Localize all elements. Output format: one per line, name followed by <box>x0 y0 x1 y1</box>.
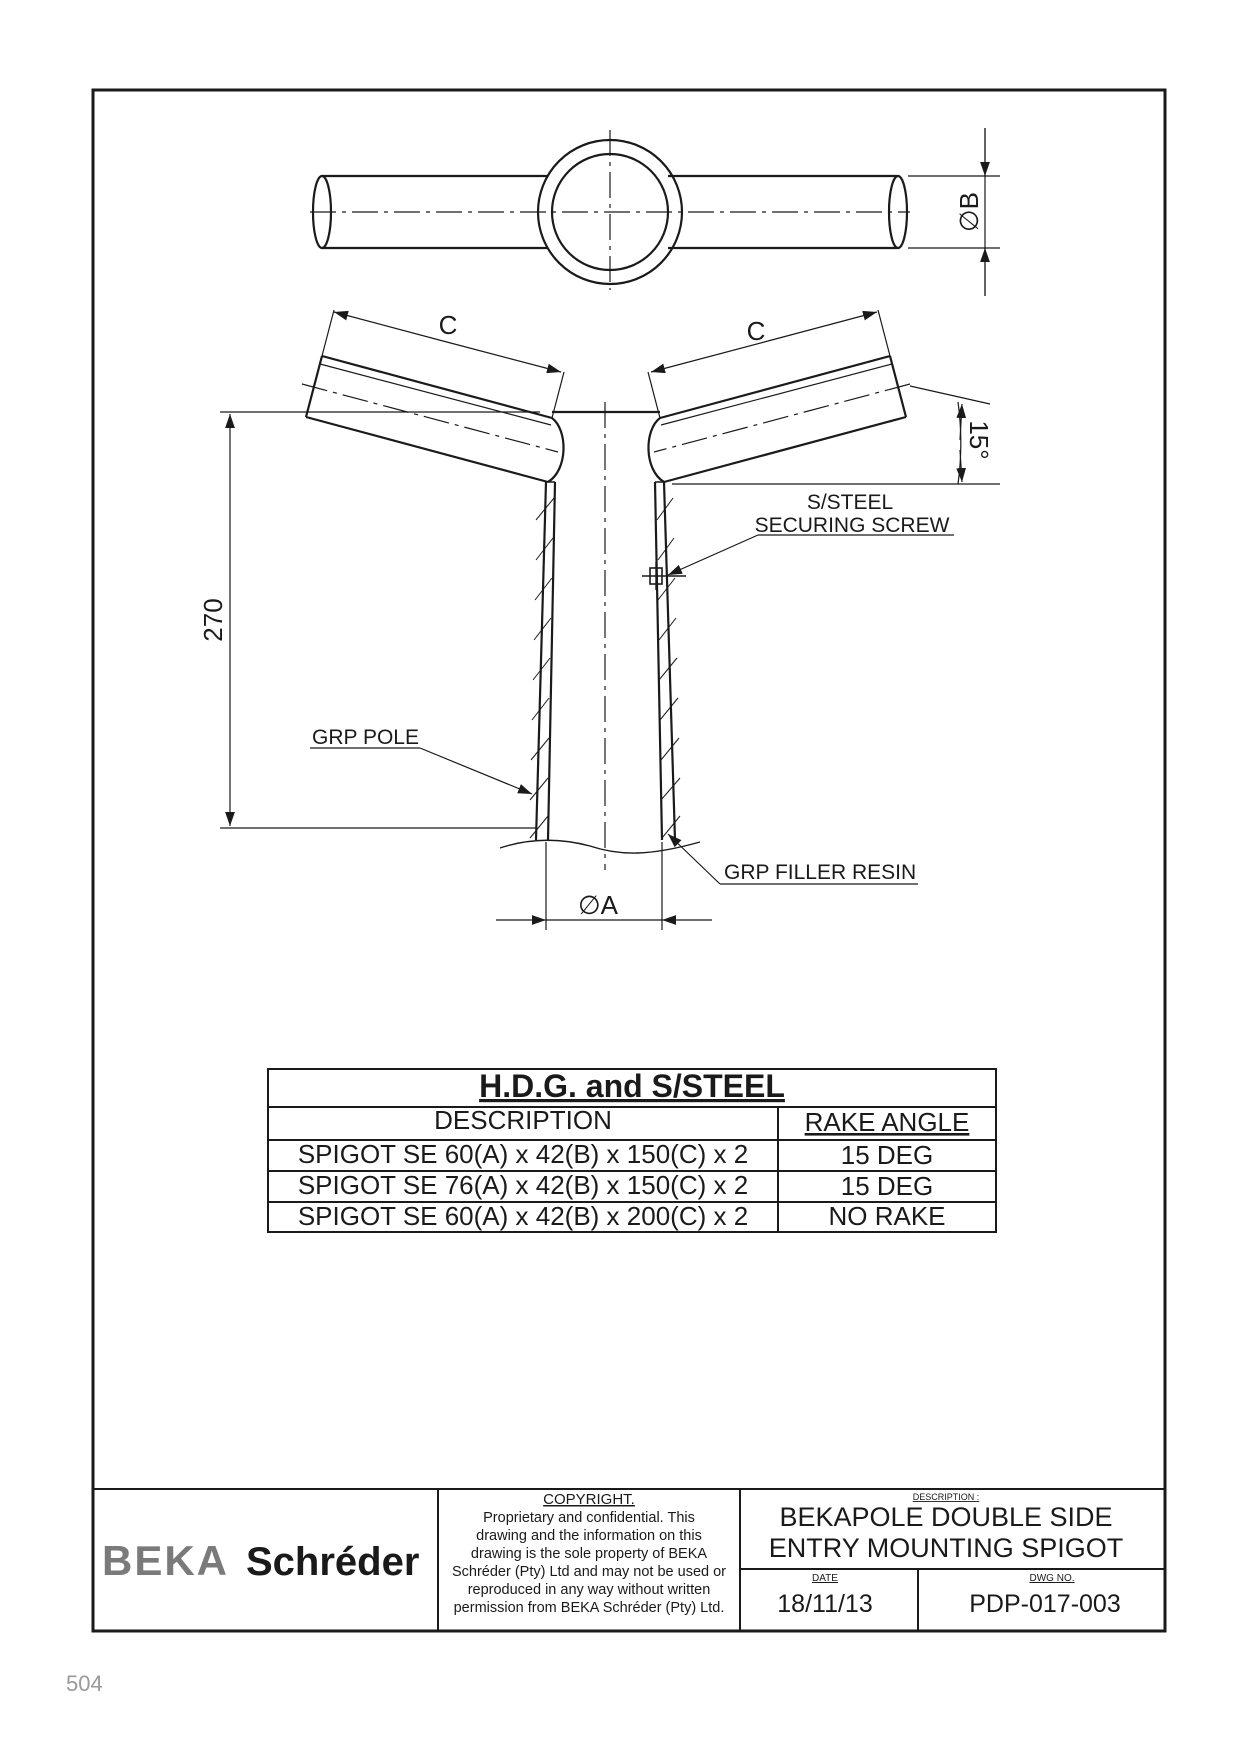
logo-schreder: Schréder <box>246 1540 420 1584</box>
copyright-line-6: permission from BEKA Schréder (Pty) Ltd. <box>453 1600 725 1616</box>
table-row-3-description: SPIGOT SE 60(A) x 42(B) x 200(C) x 2 <box>297 1201 749 1231</box>
title-block <box>93 1489 1165 1631</box>
description-line-2: ENTRY MOUNTING SPIGOT <box>768 1533 1124 1563</box>
table-row-2-rake: 15 DEG <box>840 1171 934 1201</box>
dwg-label: DWG NO. <box>1029 1573 1075 1584</box>
drawing-frame <box>93 90 1165 1631</box>
label-dia-a: ∅A <box>578 890 618 920</box>
logo-beka: BEKA <box>102 1537 230 1584</box>
table-row-1-description: SPIGOT SE 60(A) x 42(B) x 150(C) x 2 <box>297 1139 749 1169</box>
table-title: H.D.G. and S/STEEL <box>479 1068 785 1104</box>
label-grp-filler: GRP FILLER RESIN <box>724 861 917 884</box>
copyright-line-5: reproduced in any way without written <box>467 1582 711 1598</box>
copyright-title: COPYRIGHT. <box>543 1491 635 1508</box>
label-c-right: C <box>746 316 766 346</box>
table-header-description: DESCRIPTION <box>434 1105 612 1135</box>
label-angle: 15° <box>964 420 994 460</box>
label-screw-line2: SECURING SCREW <box>754 514 950 537</box>
copyright-line-3: drawing is the sole property of BEKA <box>470 1546 708 1562</box>
table-row-2-description: SPIGOT SE 76(A) x 42(B) x 150(C) x 2 <box>297 1170 749 1200</box>
description-line-1: BEKAPOLE DOUBLE SIDE <box>779 1502 1113 1532</box>
table-header-rake: RAKE ANGLE <box>804 1107 970 1137</box>
description-label: DESCRIPTION : <box>912 1492 980 1502</box>
dwg-number: PDP-017-003 <box>969 1590 1121 1618</box>
copyright-line-4: Schréder (Pty) Ltd and may not be used or <box>451 1564 727 1580</box>
label-grp-pole: GRP POLE <box>312 726 419 749</box>
label-dia-b: ∅B <box>954 192 984 232</box>
date-value: 18/11/13 <box>777 1590 873 1618</box>
page-number: 504 <box>66 1671 103 1696</box>
label-screw-line1: S/STEEL <box>806 491 894 514</box>
table-row-1-rake: 15 DEG <box>840 1140 934 1170</box>
spigot-table <box>268 1068 996 1232</box>
table-row-3-rake: NO RAKE <box>828 1201 946 1231</box>
copyright-line-2: drawing and the information on this <box>476 1528 702 1544</box>
label-c-left: C <box>438 310 458 340</box>
date-label: DATE <box>812 1573 838 1584</box>
copyright-line-1: Proprietary and confidential. This <box>483 1510 695 1526</box>
side-view <box>198 310 1000 930</box>
plan-view <box>310 128 1000 296</box>
label-height: 270 <box>198 598 228 642</box>
